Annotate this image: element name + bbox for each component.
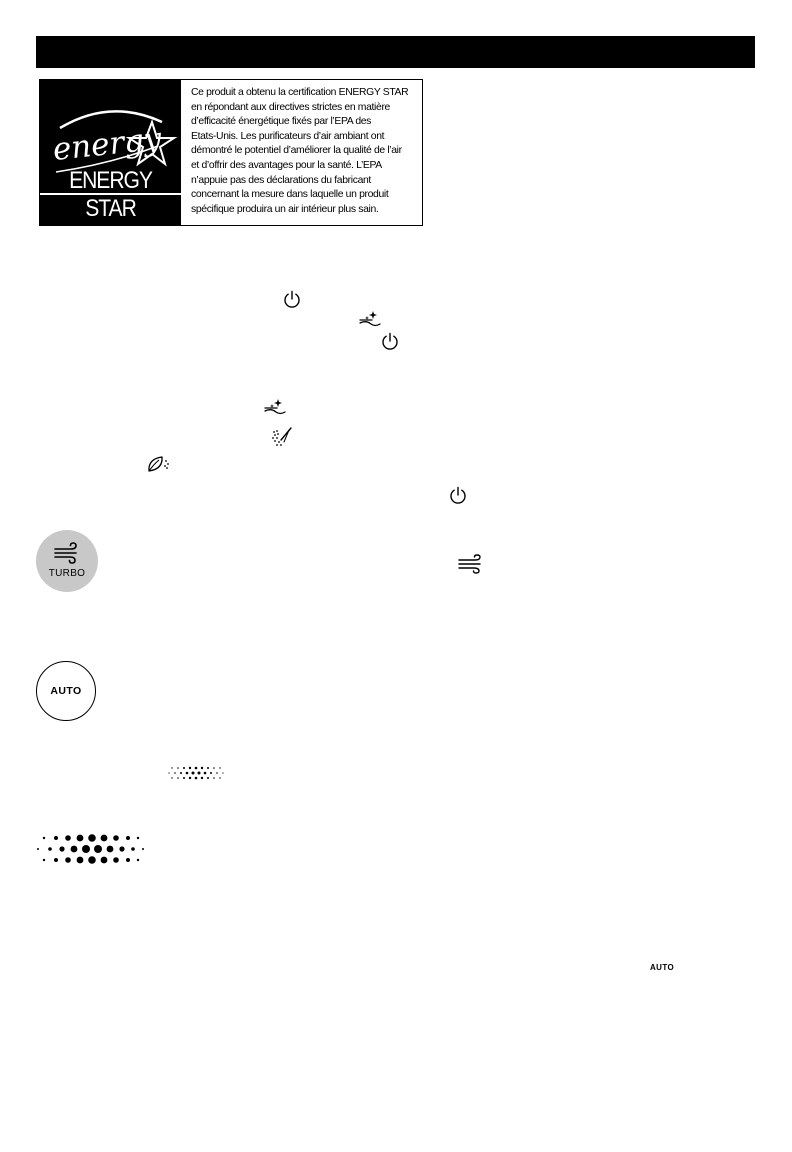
- energy-star-label: ENERGY STAR: [69, 167, 152, 222]
- wind-icon: [456, 554, 486, 574]
- air-quality-dots-small-icon: [168, 764, 228, 782]
- turbo-button[interactable]: [36, 530, 98, 592]
- auto-button[interactable]: [36, 661, 96, 721]
- clean-air-sparkle-icon: [263, 397, 287, 417]
- filter-spray-icon: [270, 426, 294, 448]
- clean-air-sparkle-icon: [358, 309, 382, 329]
- svg-text:energy: energy: [51, 120, 164, 168]
- power-icon: [449, 486, 467, 506]
- power-icon: [381, 332, 399, 352]
- header-bar: [36, 36, 755, 68]
- power-icon: [283, 290, 301, 310]
- auto-inline-label: AUTO: [650, 963, 675, 972]
- leaf-eco-icon: [146, 454, 172, 474]
- wind-icon: [52, 542, 82, 564]
- air-quality-dots-large-icon: [34, 831, 146, 867]
- auto-label: AUTO: [50, 685, 82, 697]
- energy-star-logo: [40, 80, 181, 225]
- energy-star-text: Ce produit a obtenu la certification ENERGY STAR en répondant aux directives strictes en matière d’efficacité énergétique fixés par l’EPA des Etats-Unis. Les purificateurs d’air ambiant ont démontré le potentiel d’améliorer la qualité de l’air et d’offrir des avantages pour la santé. L’EPA n’appuie pas des déclarations du fabricant concernant la mesure dans laquelle un produit spécifique produira un air intérieur plus sain.: [191, 87, 409, 215]
- energy-star-notice: [39, 79, 423, 226]
- turbo-label: TURBO: [48, 568, 86, 579]
